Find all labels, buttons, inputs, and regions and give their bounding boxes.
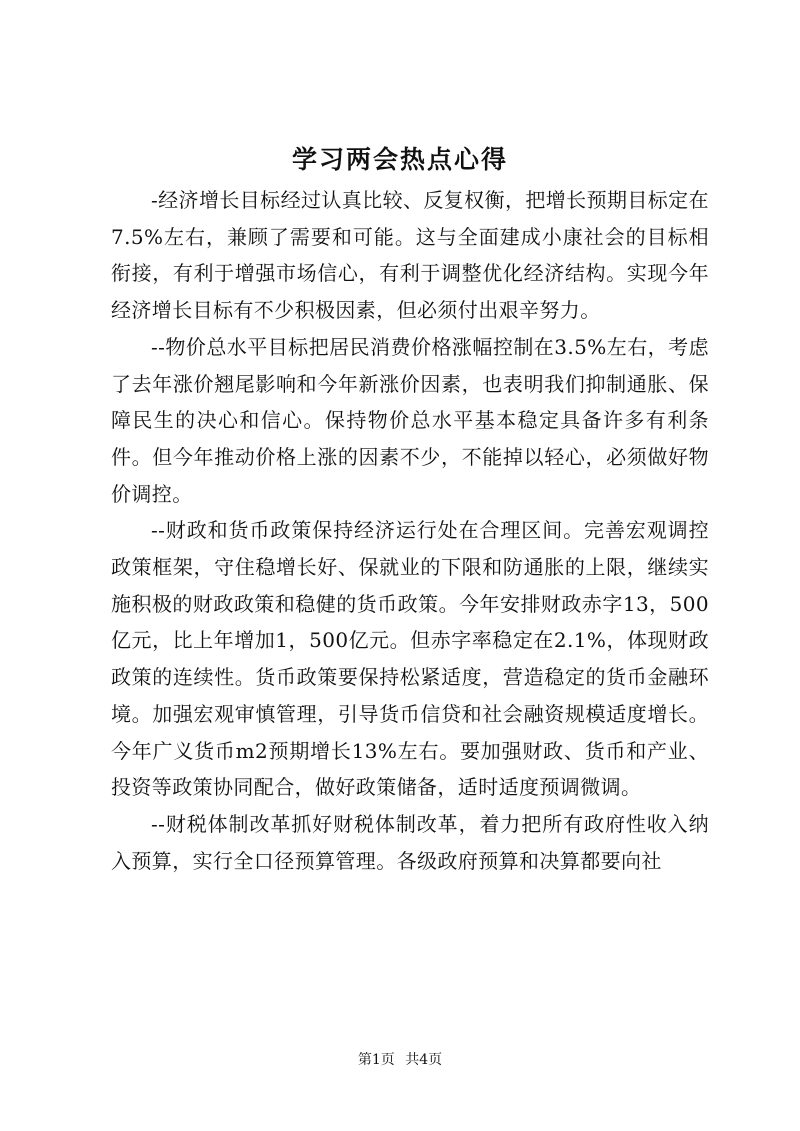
document-title: 学习两会热点心得 [291, 145, 508, 174]
paragraph-price-level: --物价总水平目标把居民消费价格涨幅控制在3.5%左右，考虑了去年涨价翘尾影响和今年新涨价因素，也表明我们抑制通胀、保障民生的决心和信心。保持物价总水平基本稳定具备许多有利条件。但今年推动价格上涨的因素不少，不能掉以轻心，必须做好物价调控。 [111, 334, 709, 506]
page-total: 共4页 [405, 1052, 443, 1068]
document-body [111, 182, 709, 879]
page-footer [0, 1050, 800, 1070]
paragraph-economic-growth: -经济增长目标经过认真比较、反复权衡，把增长预期目标定在7.5%左右，兼顾了需要和可能。这与全面建成小康社会的目标相衔接，有利于增强市场信心，有利于调整优化经济结构。实现今年经济增长目标有不少积极因素，但必须付出艰辛努力。 [111, 188, 709, 323]
paragraph-tax-reform: --财税体制改革抓好财税体制改革，着力把所有政府性收入纳入预算，实行全口径预算管理。各级政府预算和决算都要向社 [111, 811, 709, 873]
page-number: 第1页 [357, 1052, 395, 1068]
paragraph-fiscal-monetary: --财政和货币政策保持经济运行处在合理区间。完善宏观调控政策框架，守住稳增长好、保就业的下限和防通胀的上限，继续实施积极的财政政策和稳健的货币政策。今年安排财政赤字13，500亿元，比上年增加1，500亿元。但赤字率稳定在2.1%，体现财政政策的连续性。货币政策要保持松紧适度，营造稳定的货币金融环境。加强宏观审慎管理，引导货币信贷和社会融资规模适度增长。今年广义货币m2预期增长13%左右。要加强财政、货币和产业、投资等政策协同配合，做好政策储备，适时适度预调微调。 [111, 518, 709, 800]
